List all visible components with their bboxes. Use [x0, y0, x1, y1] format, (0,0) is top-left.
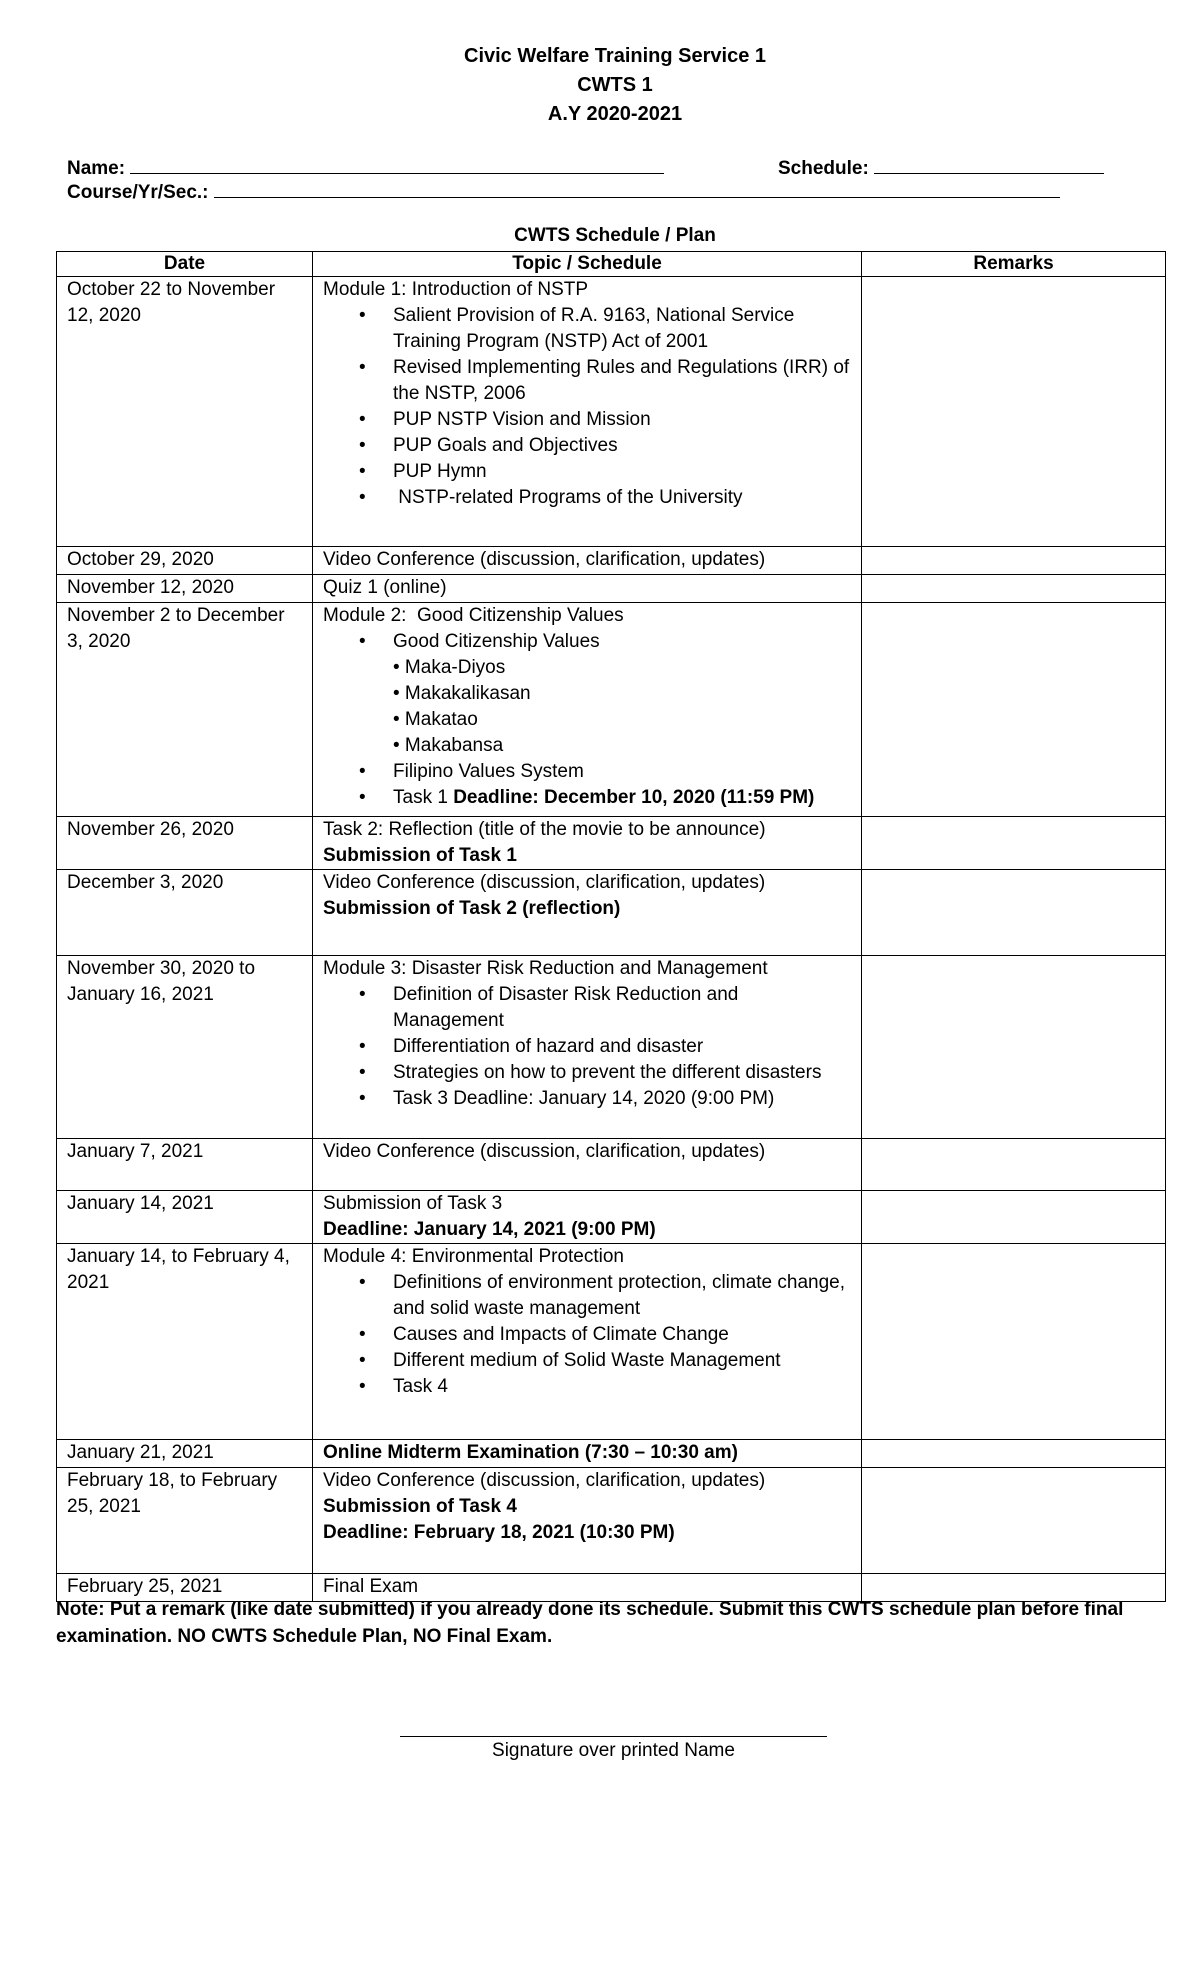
remarks-cell[interactable] [862, 575, 1166, 603]
topic-cell: Video Conference (discussion, clarification, updates) [313, 1139, 862, 1191]
header-remarks: Remarks [862, 252, 1166, 277]
remarks-cell[interactable] [862, 870, 1166, 956]
name-field [67, 156, 664, 180]
date-cell: October 29, 2020 [57, 547, 313, 575]
table-row [57, 1139, 1166, 1191]
topic-bold-text: Submission of Task 4 [323, 1496, 517, 1517]
table-row [57, 1468, 1166, 1574]
date-cell: February 25, 2021 [57, 1574, 313, 1602]
date-cell: October 22 to November 12, 2020 [57, 277, 313, 547]
date-cell: December 3, 2020 [57, 870, 313, 956]
schedule-field [778, 156, 1104, 180]
remarks-cell[interactable] [862, 956, 1166, 1139]
topic-cell: Final Exam [313, 1574, 862, 1602]
remarks-cell[interactable] [862, 1440, 1166, 1468]
date-cell: November 30, 2020 to January 16, 2021 [57, 956, 313, 1139]
topic-list [323, 629, 851, 655]
table-row [57, 603, 1166, 817]
remarks-cell[interactable] [862, 1468, 1166, 1574]
list-item [393, 785, 851, 811]
remarks-cell[interactable] [862, 1139, 1166, 1191]
list-item: • Different medium of Solid Waste Management [393, 1348, 851, 1374]
date-cell: November 2 to December 3, 2020 [57, 603, 313, 817]
table-row [57, 575, 1166, 603]
topic-text: Task 2: Reflection (title of the movie to be announce) [323, 819, 766, 840]
document-header [0, 42, 1200, 129]
table-row [57, 1440, 1166, 1468]
list-item-label: Good Citizenship Values [393, 631, 600, 652]
topic-cell: Video Conference (discussion, clarification, updates) [313, 547, 862, 575]
topic-bold-text: Submission of Task 2 (reflection) [323, 898, 621, 919]
header-date: Date [57, 252, 313, 277]
topic-text: Submission of Task 3 [323, 1193, 503, 1214]
remarks-cell[interactable] [862, 603, 1166, 817]
topic-bold-text: Deadline: February 18, 2021 (10:30 PM) [323, 1522, 675, 1543]
list-item: • Definition of Disaster Risk Reduction and Management [393, 982, 851, 1034]
remarks-cell[interactable] [862, 547, 1166, 575]
list-item: • Causes and Impacts of Climate Change [393, 1322, 851, 1348]
topic-list [323, 303, 851, 511]
date-cell: February 18, to February 25, 2021 [57, 1468, 313, 1574]
date-cell: January 14, to February 4, 2021 [57, 1244, 313, 1440]
module-title: Module 4: Environmental Protection [323, 1246, 624, 1267]
remarks-cell[interactable] [862, 1244, 1166, 1440]
date-cell: January 14, 2021 [57, 1191, 313, 1244]
topic-list [323, 1270, 851, 1400]
topic-cell [313, 603, 862, 817]
list-item: • Revised Implementing Rules and Regulations (IRR) of the NSTP, 2006 [393, 355, 851, 407]
topic-cell [313, 1468, 862, 1574]
remarks-cell[interactable] [862, 277, 1166, 547]
list-item: • Definitions of environment protection, climate change, and solid waste management [393, 1270, 851, 1322]
schedule-table [56, 251, 1166, 1602]
table-row [57, 870, 1166, 956]
table-caption: CWTS Schedule / Plan [514, 225, 716, 246]
topic-cell [313, 817, 862, 870]
date-cell: November 12, 2020 [57, 575, 313, 603]
topic-cell [313, 277, 862, 547]
list-item: • NSTP-related Programs of the University [393, 485, 851, 511]
sub-item: • Maka-Diyos [393, 657, 506, 678]
list-item: • Task 3 Deadline: January 14, 2020 (9:00 PM) [393, 1086, 851, 1112]
list-item: • PUP NSTP Vision and Mission [393, 407, 851, 433]
name-label: Name: [67, 158, 126, 179]
list-item-label: Task 1 [393, 787, 454, 808]
table-row [57, 547, 1166, 575]
academic-year: A.Y 2020-2021 [547, 103, 683, 125]
list-item [393, 629, 851, 655]
course-field [67, 180, 1060, 204]
module-title: Module 1: Introduction of NSTP [323, 279, 589, 300]
module-title: Module 2: Good Citizenship Values [323, 605, 624, 626]
table-row [57, 277, 1166, 547]
list-item: • PUP Hymn [393, 459, 851, 485]
topic-list [323, 982, 851, 1112]
topic-cell [313, 870, 862, 956]
list-item: • Filipino Values System [393, 759, 851, 785]
sub-item: • Makatao [393, 709, 478, 730]
sub-item: • Makabansa [393, 735, 504, 756]
table-row [57, 817, 1166, 870]
list-item: • Differentiation of hazard and disaster [393, 1034, 851, 1060]
signature-label: Signature over printed Name [492, 1740, 735, 1761]
module-title: Module 3: Disaster Risk Reduction and Management [323, 958, 768, 979]
list-item: • Salient Provision of R.A. 9163, National Service Training Program (NSTP) Act of 2001 [393, 303, 851, 355]
topic-cell [313, 1244, 862, 1440]
document-title: Civic Welfare Training Service 1 [464, 45, 766, 67]
schedule-blank [874, 156, 1104, 174]
table-row [57, 956, 1166, 1139]
list-item: • PUP Goals and Objectives [393, 433, 851, 459]
name-blank [130, 156, 664, 174]
date-cell: January 7, 2021 [57, 1139, 313, 1191]
course-label: Course/Yr/Sec.: [67, 182, 209, 203]
list-item: • Strategies on how to prevent the different disasters [393, 1060, 851, 1086]
header-topic: Topic / Schedule [313, 252, 862, 277]
topic-text: Video Conference (discussion, clarification, updates) [323, 872, 766, 893]
topic-bold-text: Submission of Task 1 [323, 845, 517, 866]
schedule-label: Schedule: [778, 158, 869, 179]
table-header-row [57, 252, 1166, 277]
date-cell: January 21, 2021 [57, 1440, 313, 1468]
course-code: CWTS 1 [577, 74, 653, 96]
remarks-cell[interactable] [862, 817, 1166, 870]
topic-text: Video Conference (discussion, clarification, updates) [323, 1470, 766, 1491]
table-row [57, 1191, 1166, 1244]
sub-item: • Makakalikasan [393, 683, 531, 704]
topic-list [323, 759, 851, 811]
course-blank [214, 180, 1060, 198]
list-item: • Task 4 [393, 1374, 851, 1400]
topic-cell [313, 1191, 862, 1244]
topic-cell: Quiz 1 (online) [313, 575, 862, 603]
date-cell: November 26, 2020 [57, 817, 313, 870]
topic-cell: Online Midterm Examination (7:30 – 10:30 am) [313, 1440, 862, 1468]
signature-line [400, 1736, 827, 1737]
table-row [57, 1244, 1166, 1440]
topic-cell [313, 956, 862, 1139]
remarks-cell[interactable] [862, 1191, 1166, 1244]
deadline-text: Deadline: December 10, 2020 (11:59 PM) [453, 787, 815, 808]
note-text: Note: Put a remark (like date submitted) if you already done its schedule. Submit this CWTS schedule plan before final examination. NO CWTS Schedule Plan, NO Final Exam. [56, 1599, 1124, 1647]
topic-bold-text: Deadline: January 14, 2021 (9:00 PM) [323, 1219, 656, 1240]
